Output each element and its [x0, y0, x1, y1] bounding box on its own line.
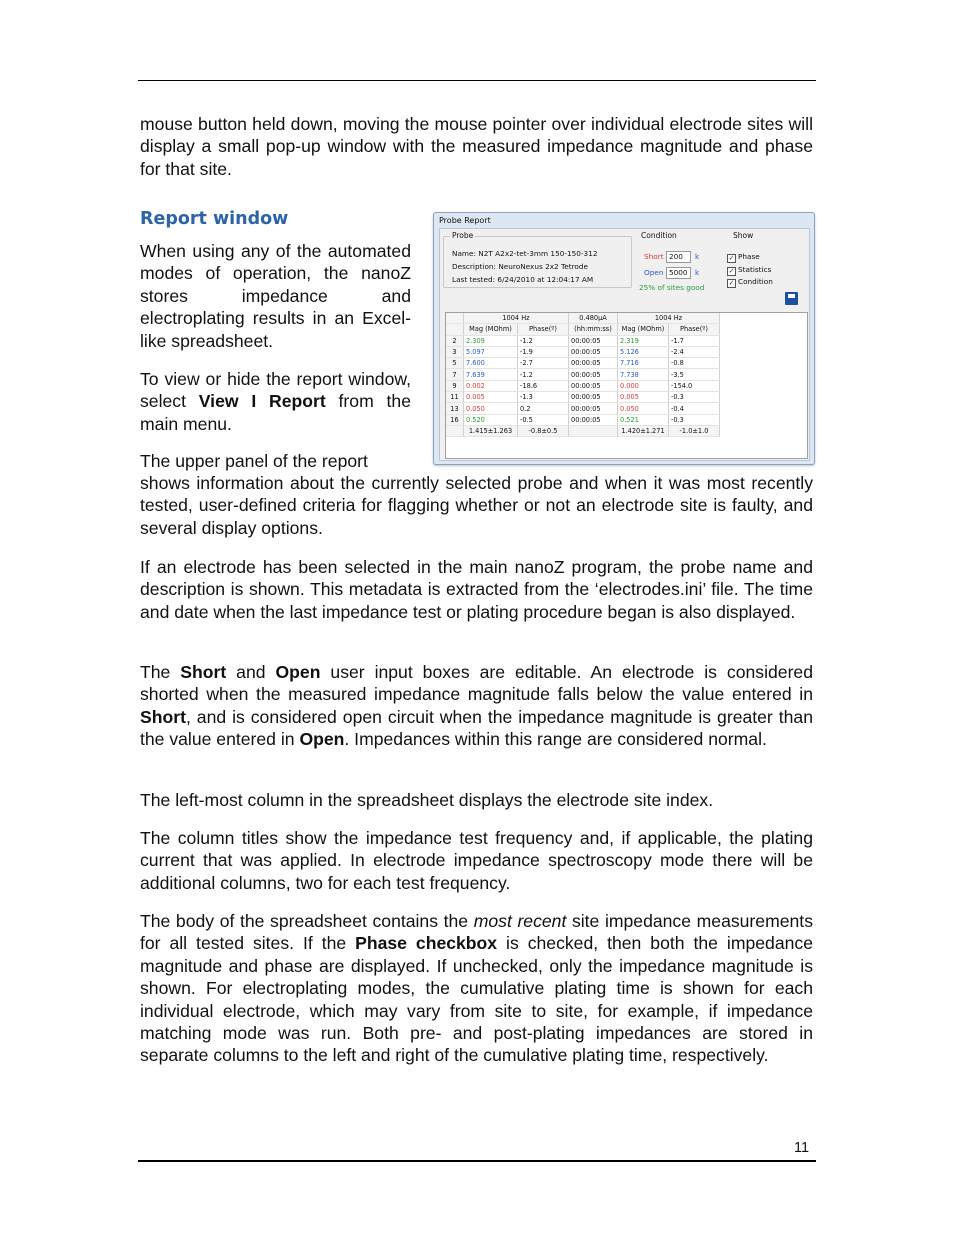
table-cell[interactable]: 5.097: [464, 346, 518, 357]
text-fragment: is checked, then both the impedance magnitude and phase are displayed. If unchecked, only the impedance magnitude is shown. For electroplating modes, the cumulative plating time is shown for each individual electrode, which may vary from site to site, for example, if impedance matching mode was run. Both pre- and post-plating impedances are stored in separate columns to the left and right of the cumulative plating time, respectively.: [140, 933, 813, 1066]
last-tested: Last tested: 6/24/2010 at 12:04:17 AM: [452, 275, 594, 284]
table-cell[interactable]: -0.4: [669, 403, 720, 414]
paragraph-column-titles: The column titles show the impedance test frequency and, if applicable, the plating current that was applied. In electrode impedance spectroscopy mode there will be additional columns, two for each test frequency.: [140, 828, 813, 893]
save-icon[interactable]: [785, 292, 798, 305]
table-cell[interactable]: -0.3: [669, 392, 720, 403]
table-cell[interactable]: 11: [446, 392, 464, 403]
header-cell: [446, 324, 464, 335]
table-cell[interactable]: 0.005: [618, 392, 669, 403]
bold-short: Short: [180, 662, 227, 682]
table-cell[interactable]: -1.2: [518, 369, 569, 380]
stats-cell: 1.420±1.271: [618, 425, 669, 436]
table-cell[interactable]: 00:00:05: [569, 380, 618, 391]
short-label: Short: [644, 252, 664, 261]
paragraph-site-index: The left-most column in the spreadsheet displays the electrode site index.: [140, 790, 714, 810]
table-cell[interactable]: 16: [446, 414, 464, 425]
table-cell[interactable]: 0.2: [518, 403, 569, 414]
table-cell[interactable]: 3: [446, 346, 464, 357]
open-unit: k: [695, 268, 700, 277]
bold-open: Open: [275, 662, 321, 682]
statistics-checkbox[interactable]: ✓: [728, 267, 735, 275]
stats-cell: -1.0±1.0: [669, 425, 720, 436]
show-group-label: Show: [733, 231, 754, 240]
phase-checkbox[interactable]: ✓: [728, 254, 735, 262]
paragraph-upper-panel-rest: shows information about the currently selected probe and when it was most recently tested, user-defined criteria for flagging whether or not an electrode site is faulty, and several display options.: [140, 473, 813, 538]
statistics-checkbox-row[interactable]: [727, 265, 771, 276]
table-row: [446, 369, 720, 380]
table-cell[interactable]: 0.005: [464, 392, 518, 403]
text-fragment: To view or hide the report window, select: [140, 369, 411, 412]
table-row: [446, 414, 720, 425]
short-input[interactable]: 200: [666, 251, 691, 263]
report-spreadsheet: [445, 312, 808, 459]
table-cell[interactable]: -1.3: [518, 392, 569, 403]
table-row: [446, 392, 720, 403]
table-cell[interactable]: 00:00:05: [569, 392, 618, 403]
table-cell[interactable]: 7.738: [618, 369, 669, 380]
section-heading: Report window: [140, 209, 289, 229]
text-fragment: The: [140, 662, 181, 682]
header-cell: 0.480μA: [569, 313, 618, 324]
header-cell: (hh:mm:ss): [569, 324, 618, 335]
table-cell[interactable]: -0.3: [669, 414, 720, 425]
table-row: [446, 380, 720, 391]
stats-cell: -0.8±0.5: [518, 425, 569, 436]
probe-name: Name: N2T A2x2-tet-3mm 150-150-312: [452, 249, 598, 258]
table-cell[interactable]: -1.7: [669, 335, 720, 346]
text-fragment: site impedance measurements for all tested sites. If the: [140, 911, 813, 954]
phase-checkbox-row[interactable]: [727, 252, 760, 263]
table-cell[interactable]: 7.716: [618, 358, 669, 369]
table-stats-row: [446, 425, 720, 436]
condition-group-label: Condition: [641, 231, 677, 240]
stats-cell: [446, 425, 464, 436]
table-cell[interactable]: 00:00:05: [569, 403, 618, 414]
stats-cell: 1.415±1.263: [464, 425, 518, 436]
table-cell[interactable]: 5.126: [618, 346, 669, 357]
probe-description: Description: NeuroNexus 2x2 Tetrode: [452, 262, 589, 271]
table-cell[interactable]: -0.8: [669, 358, 720, 369]
bold-open: Open: [299, 729, 345, 750]
page-number: 11: [794, 1140, 810, 1156]
table-cell[interactable]: 5: [446, 358, 464, 369]
statistics-checkbox-label: Statistics: [738, 265, 772, 274]
table-cell[interactable]: 0.000: [618, 380, 669, 391]
table-cell[interactable]: -2.4: [669, 346, 720, 357]
table-cell[interactable]: -154.0: [669, 380, 720, 391]
table-cell[interactable]: 00:00:05: [569, 369, 618, 380]
table-cell[interactable]: 0.520: [464, 414, 518, 425]
table-cell[interactable]: -1.2: [518, 335, 569, 346]
table-cell[interactable]: 0.002: [464, 380, 518, 391]
menu-path-text: View I Report: [198, 391, 326, 412]
stats-cell: [569, 425, 618, 436]
paragraph-upper-panel-start: The upper panel of the report: [140, 451, 368, 471]
table-cell[interactable]: 13: [446, 403, 464, 414]
table-cell[interactable]: -0.5: [518, 414, 569, 425]
bold-phase-checkbox: Phase checkbox: [355, 933, 498, 954]
paragraph-spreadsheet-body: [140, 910, 813, 1067]
italic-most-recent: most recent: [473, 911, 567, 931]
probe-report-window: [433, 212, 815, 465]
header-cell: Mag (MOhm): [464, 324, 518, 335]
bold-short: Short: [140, 706, 186, 727]
table-row: [446, 403, 720, 414]
header-cell: Mag (MOhm): [618, 324, 669, 335]
header-cell: Phase(º): [518, 324, 569, 335]
report-table: [446, 313, 720, 437]
table-cell[interactable]: 0.050: [464, 403, 518, 414]
text-fragment: and: [226, 662, 276, 682]
table-header-row: [446, 324, 720, 335]
table-cell[interactable]: -2.7: [518, 358, 569, 369]
text-fragment: user input boxes are editable. An electrode is considered shorted when the measured impedance magnitude falls below the value entered in: [140, 662, 813, 705]
table-cell[interactable]: 9: [446, 380, 464, 391]
table-cell[interactable]: 00:00:05: [569, 335, 618, 346]
paragraph-report-intro: When using any of the automated modes of operation, the nanoZ stores impedance and electroplating results in an Excel-like spreadsheet.: [140, 241, 411, 351]
text-fragment: from the main menu.: [140, 391, 411, 434]
footer-rule: [138, 1160, 816, 1162]
sites-good-text: 25% of sites good: [639, 283, 705, 292]
table-header-row: [446, 313, 720, 324]
table-cell[interactable]: 0.050: [618, 403, 669, 414]
table-cell[interactable]: 7: [446, 369, 464, 380]
table-cell[interactable]: 7.639: [464, 369, 518, 380]
table-row: [446, 335, 720, 346]
probe-group-label: Probe: [452, 231, 474, 240]
table-row: [446, 358, 720, 369]
open-label: Open: [644, 268, 664, 277]
paragraph-intro: mouse button held down, moving the mouse pointer over individual electrode sites will display a small pop-up window with the measured impedance magnitude and phase for that site.: [140, 114, 813, 179]
report-panel: [439, 228, 810, 461]
table-cell[interactable]: 00:00:05: [569, 414, 618, 425]
table-cell[interactable]: -1.9: [518, 346, 569, 357]
table-cell[interactable]: 00:00:05: [569, 358, 618, 369]
text-fragment: , and is considered open circuit when the impedance magnitude is greater than the value entered in: [140, 706, 813, 750]
phase-checkbox-label: Phase: [738, 252, 760, 261]
table-cell[interactable]: 7.600: [464, 358, 518, 369]
table-cell[interactable]: 2: [446, 335, 464, 346]
text-fragment: The body of the spreadsheet contains the: [140, 911, 474, 931]
table-cell[interactable]: 00:00:05: [569, 346, 618, 357]
short-unit: k: [695, 252, 700, 261]
header-cell: 1004 Hz: [618, 313, 720, 324]
header-cell: Phase(º): [669, 324, 720, 335]
condition-checkbox[interactable]: ✓: [728, 279, 735, 287]
header-cell: 1004 Hz: [464, 313, 569, 324]
table-cell[interactable]: -3.5: [669, 369, 720, 380]
paragraph-view-report: [140, 368, 411, 435]
open-input[interactable]: 5000: [666, 267, 691, 279]
text-fragment: . Impedances within this range are considered normal.: [344, 729, 767, 750]
condition-group: [632, 231, 724, 293]
paragraph-electrode-metadata: If an electrode has been selected in the main nanoZ program, the probe name and description is shown. This metadata is extracted from the ‘electrodes.ini’ file. The time and date when the last impedance test or plating procedure began is also displayed.: [140, 557, 813, 622]
header-cell: [446, 313, 464, 324]
probe-group: [443, 231, 632, 288]
table-body: [446, 335, 720, 425]
condition-checkbox-label: Condition: [738, 277, 773, 286]
table-row: [446, 346, 720, 357]
paragraph-short-open: [140, 661, 813, 751]
table-cell[interactable]: 2.309: [464, 335, 518, 346]
header-rule: [138, 80, 816, 81]
table-cell[interactable]: 0.521: [618, 414, 669, 425]
table-cell[interactable]: 2.319: [618, 335, 669, 346]
table-cell[interactable]: -18.6: [518, 380, 569, 391]
condition-checkbox-row[interactable]: [727, 277, 773, 288]
window-title: Probe Report: [439, 216, 491, 225]
